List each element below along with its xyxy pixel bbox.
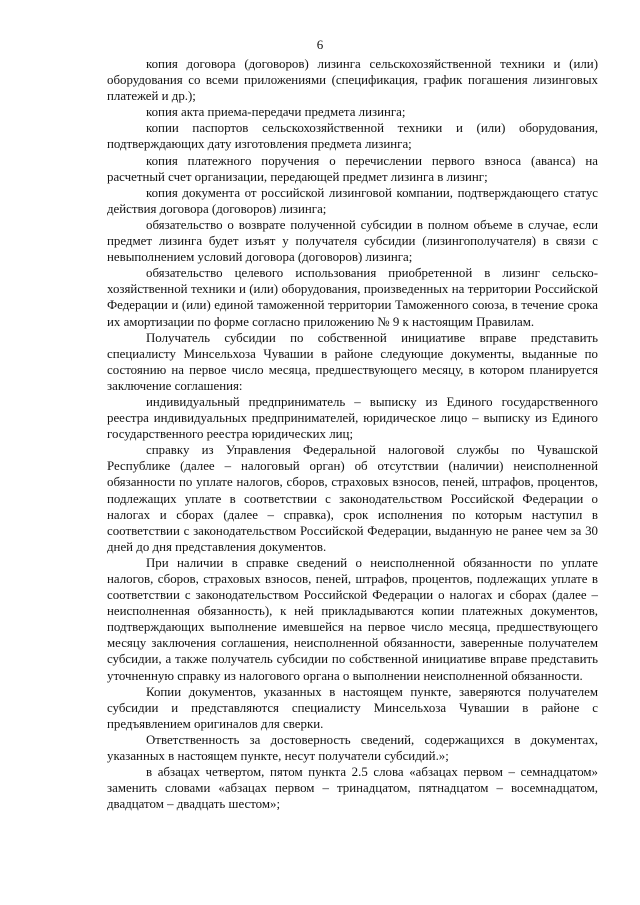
- paragraph-optional-documents: Получатель субсидии по собственной инициативе вправе представить специалисту Минсельхоза Чувашии в районе следующие документы, выданные по состоянию на первое число месяца, предшествующего месяцу, в котором планируется заключение соглашения:: [107, 330, 598, 393]
- paragraph-tax-certificate: справку из Управления Федеральной налоговой службы по Чувашской Республике (далее – налоговый орган) об отсутствии (наличии) неисполненной обязанности по уплате налогов, сборов, страховых взносов, пеней, штрафов, процентов, подлежащих уплате в соответствии с законодательством Российской Федерации о налогах и сборах (далее – справка), срок исполнения по которым наступил в соответствии с законодательством Российской Федерации, выданную не ранее чем за 30 дней до дня представления документов.: [107, 443, 598, 554]
- paragraph-equipment-passports-copy: копии паспортов сельскохозяйственной техники и (или) оборудования, подтверждающих дату изготовления предмета лизинга;: [107, 121, 598, 152]
- paragraph-acceptance-act-copy: копия акта приема-передачи предмета лизинга;: [146, 105, 406, 120]
- paragraph-leasing-company-document: копия документа от российской лизинговой компании, подтверждающего статус действия договора (договоров) лизинга;: [107, 185, 598, 216]
- paragraph-subsidy-return-obligation: обязательство о возврате полученной субсидии в полном объеме в случае, если предмет лизинга будет изъят у получателя субсидии (лизингополучателя) в связи с невыполнением условий договора (договоров) лизинга;: [107, 217, 598, 265]
- paragraph-targeted-use-obligation: обязательство целевого использования приобретенной в лизинг сельскохозяйственной техники и (или) оборудования, произведенных на территории Российской Федерации и (или) единой таможенной территории Таможенного союза, в течение срока их амортизации по форме согласно приложению № 9 к настоящим Правилам.: [107, 266, 598, 329]
- paragraph-outstanding-obligation: При наличии в справке сведений о неисполненной обязанности по уплате налогов, сборов, страховых взносов, пеней, штрафов, процентов, подлежащих уплате в соответствии с законодательством Российской Федерации о налогах и сборах (далее – неисполненная обязанность), к ней прикладываются копии платежных документов, подтверждающих выполнение имевшейся на первое число месяца, предшествующего месяцу заключения соглашения, неисполненной обязанности, заверенные получателем субсидии, а также получатель субсидии по собственной инициативе вправе представить уточненную справку из налогового органа о выполнении неисполненной обязанности.: [107, 555, 598, 683]
- paragraph-certified-copies: Копии документов, указанных в настоящем пункте, заверяются получателем субсидии и представляются специалисту Минсельхоза Чувашии в районе с предъявлением оригиналов для сверки.: [107, 684, 598, 731]
- paragraph-payment-order-copy: копия платежного поручения о перечислении первого взноса (аванса) на расчетный счет организации, передающей предмет лизинга в лизинг;: [107, 153, 598, 184]
- paragraph-amendment: в абзацах четвертом, пятом пункта 2.5 слова «абзацах первом – семнадцатом» заменить словами «абзацах первом – тринадцатом, пятнадцатом – восемнадцатом, двадцатом – двадцать шестом»;: [107, 765, 598, 812]
- paragraph-lease-agreement-copy: копия договора (договоров) лизинга сельскохозяйственной техники и (или) оборудования со всеми приложениями (спецификация, график погашения лизинговых платежей и др.);: [107, 57, 598, 104]
- paragraph-register-extract: индивидуальный предприниматель – выписку из Единого государственного реестра индивидуальных предпринимателей, юридическое лицо – выписку из Единого государственного реестра юридических лиц;: [107, 394, 598, 442]
- page-number: 6: [316, 37, 324, 52]
- paragraph-responsibility: Ответственность за достоверность сведений, содержащихся в документах, указанных в настоящем пункте, несут получатели субсидий.»;: [107, 732, 598, 764]
- document-body: [107, 56, 598, 812]
